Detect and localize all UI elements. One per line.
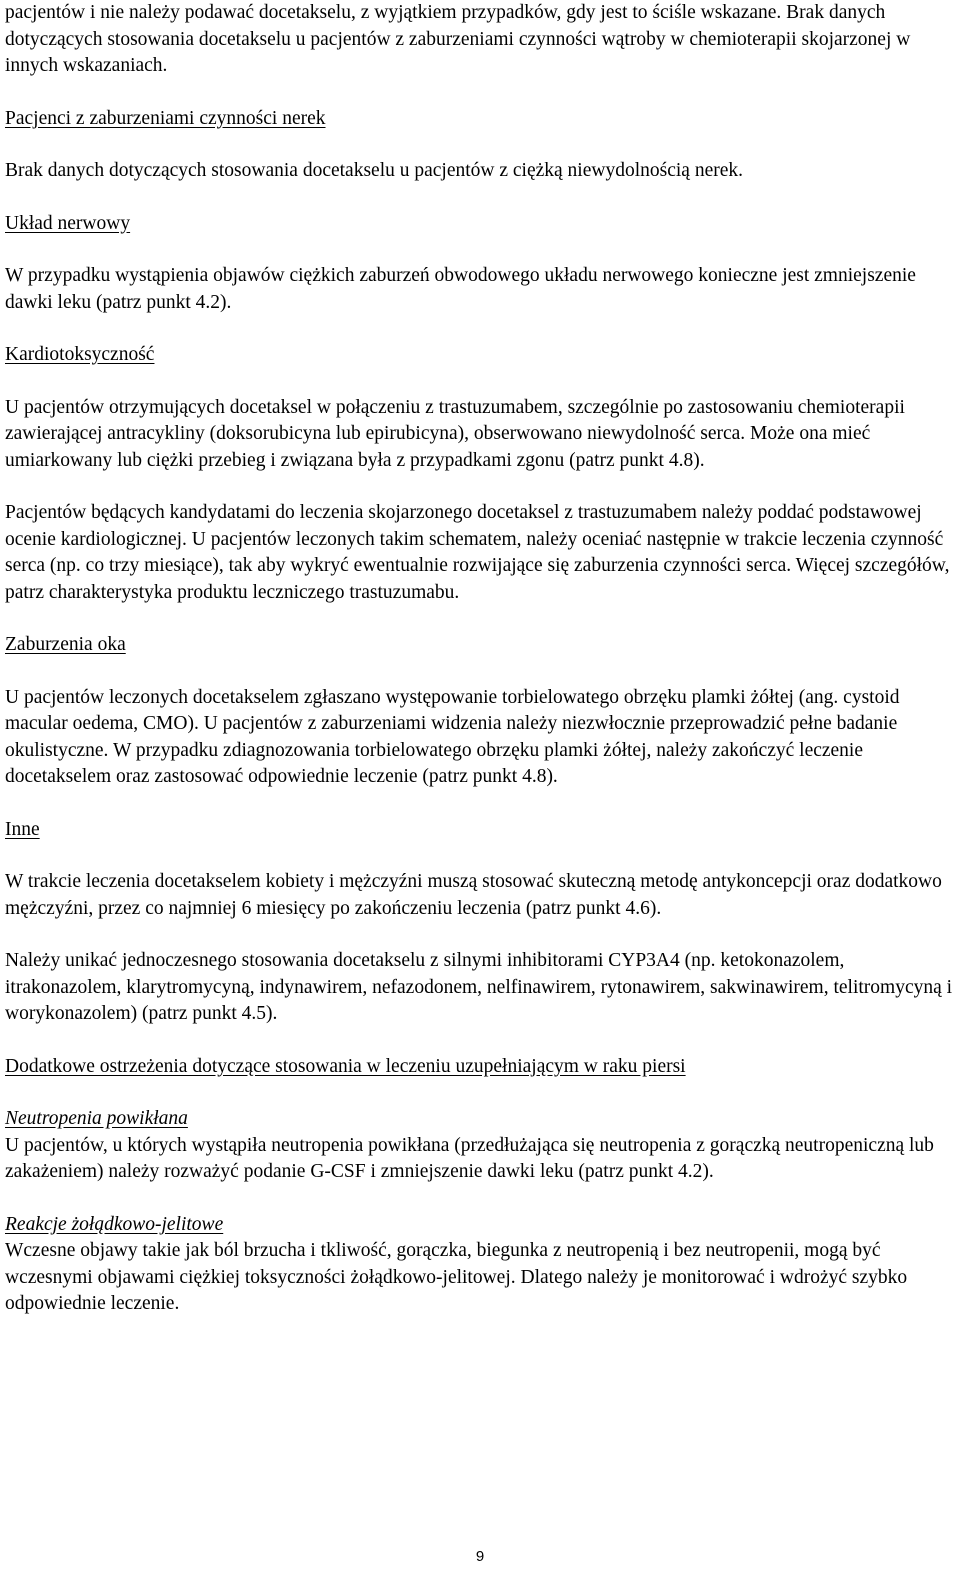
heading-gastrointestinal-reactions: Reakcje żołądkowo-jelitowe	[5, 1213, 224, 1235]
paragraph-renal-impairment: Brak danych dotyczących stosowania docetakselu u pacjentów z ciężką niewydolnością nerek.	[5, 160, 744, 181]
heading-nervous-system: Układ nerwowy	[5, 212, 131, 234]
heading-renal-impairment: Pacjenci z zaburzeniami czynności nerek	[5, 107, 326, 129]
paragraph-other-1: W trakcie leczenia docetakselem kobiety i mężczyźni muszą stosować skuteczną metodę antykoncepcji oraz dodatkowo mężczyźni, przez co najmniej 6 miesięcy po zakończeniu leczenia (patrz punkt 4.6).	[5, 871, 942, 919]
paragraph-eye-disorders: U pacjentów leczonych docetakselem zgłaszano występowanie torbielowatego obrzęku plamki żółtej (ang. cystoid macular oedema, CMO). U pacjentów z zaburzeniami widzenia należy niezwłocznie przeprowadzić pełne badanie okulistyczne. W przypadku zdiagnozowania torbielowatego obrzęku plamki żółtej, należy zakończyć leczenie docetakselem oraz zastosować odpowiednie leczenie (patrz punkt 4.8).	[5, 686, 900, 787]
paragraph-nervous-system: W przypadku wystąpienia objawów ciężkich zaburzeń obwodowego układu nerwowego konieczne jest zmniejszenie dawki leku (patrz punkt 4.2).	[5, 265, 916, 313]
document-page	[5, 0, 955, 1318]
heading-other: Inne	[5, 818, 40, 840]
page-number: 9	[475, 1548, 485, 1565]
heading-cardiotoxicity: Kardiotoksyczność	[5, 344, 155, 365]
paragraph-complicated-neutropenia: U pacjentów, u których wystąpiła neutropenia powikłana (przedłużająca się neutropenia z gorączką neutropeniczną lub zakażeniem) należy rozważyć podanie G-CSF i zmniejszenie dawki leku (patrz punkt 4.2).	[5, 1134, 934, 1182]
paragraph-other-2: Należy unikać jednoczesnego stosowania docetakselu z silnymi inhibitorami CYP3A4 (np. ketokonazolem, itrakonazolem, klarytromycyną, indynawirem, nefazodonem, nelfinawirem, rytonawirem, sakwinawirem, telitromycyną i worykonazolem) (patrz punkt 4.5).	[5, 950, 953, 1024]
paragraph-cardiotoxicity-2: Pacjentów będących kandydatami do leczenia skojarzonego docetaksel z trastuzumabem należy poddać podstawowej ocenie kardiologicznej. U pacjentów leczonych takim schematem, należy oceniać następnie w trakcie leczenia czynność serca (np. co trzy miesiące), tak aby wykryć ewentualnie rozwijające się zaburzenia czynności serca. Więcej szczegółów, patrz charakterystyka produktu leczniczego trastuzumabu.	[5, 502, 950, 603]
heading-adjuvant-warnings: Dodatkowe ostrzeżenia dotyczące stosowania w leczeniu uzupełniającym w raku piersi	[5, 1055, 686, 1077]
heading-complicated-neutropenia: Neutropenia powikłana	[5, 1108, 188, 1129]
intro-paragraph: pacjentów i nie należy podawać docetakselu, z wyjątkiem przypadków, gdy jest to ściśle wskazane. Brak danych dotyczących stosowania docetakselu u pacjentów z zaburzeniami czynności wątroby w chemioterapii skojarzonej w innych wskazaniach.	[5, 2, 911, 76]
heading-eye-disorders: Zaburzenia oka	[5, 634, 126, 655]
paragraph-cardiotoxicity-1: U pacjentów otrzymujących docetaksel w połączeniu z trastuzumabem, szczególnie po zastosowaniu chemioterapii zawierającej antracykliny (doksorubicyna lub epirubicyna), obserwowano niewydolność serca. Może ona mieć umiarkowany lub ciężki przebieg i związana była z przypadkami zgonu (patrz punkt 4.8).	[5, 396, 905, 471]
paragraph-gastrointestinal-reactions: Wczesne objawy takie jak ból brzucha i tkliwość, gorączka, biegunka z neutropenią i bez neutropenii, mogą być wczesnymi objawami ciężkiej toksyczności żołądkowo-jelitowej. Dlatego należy je monitorować i wdrożyć szybko odpowiednie leczenie.	[5, 1240, 908, 1314]
